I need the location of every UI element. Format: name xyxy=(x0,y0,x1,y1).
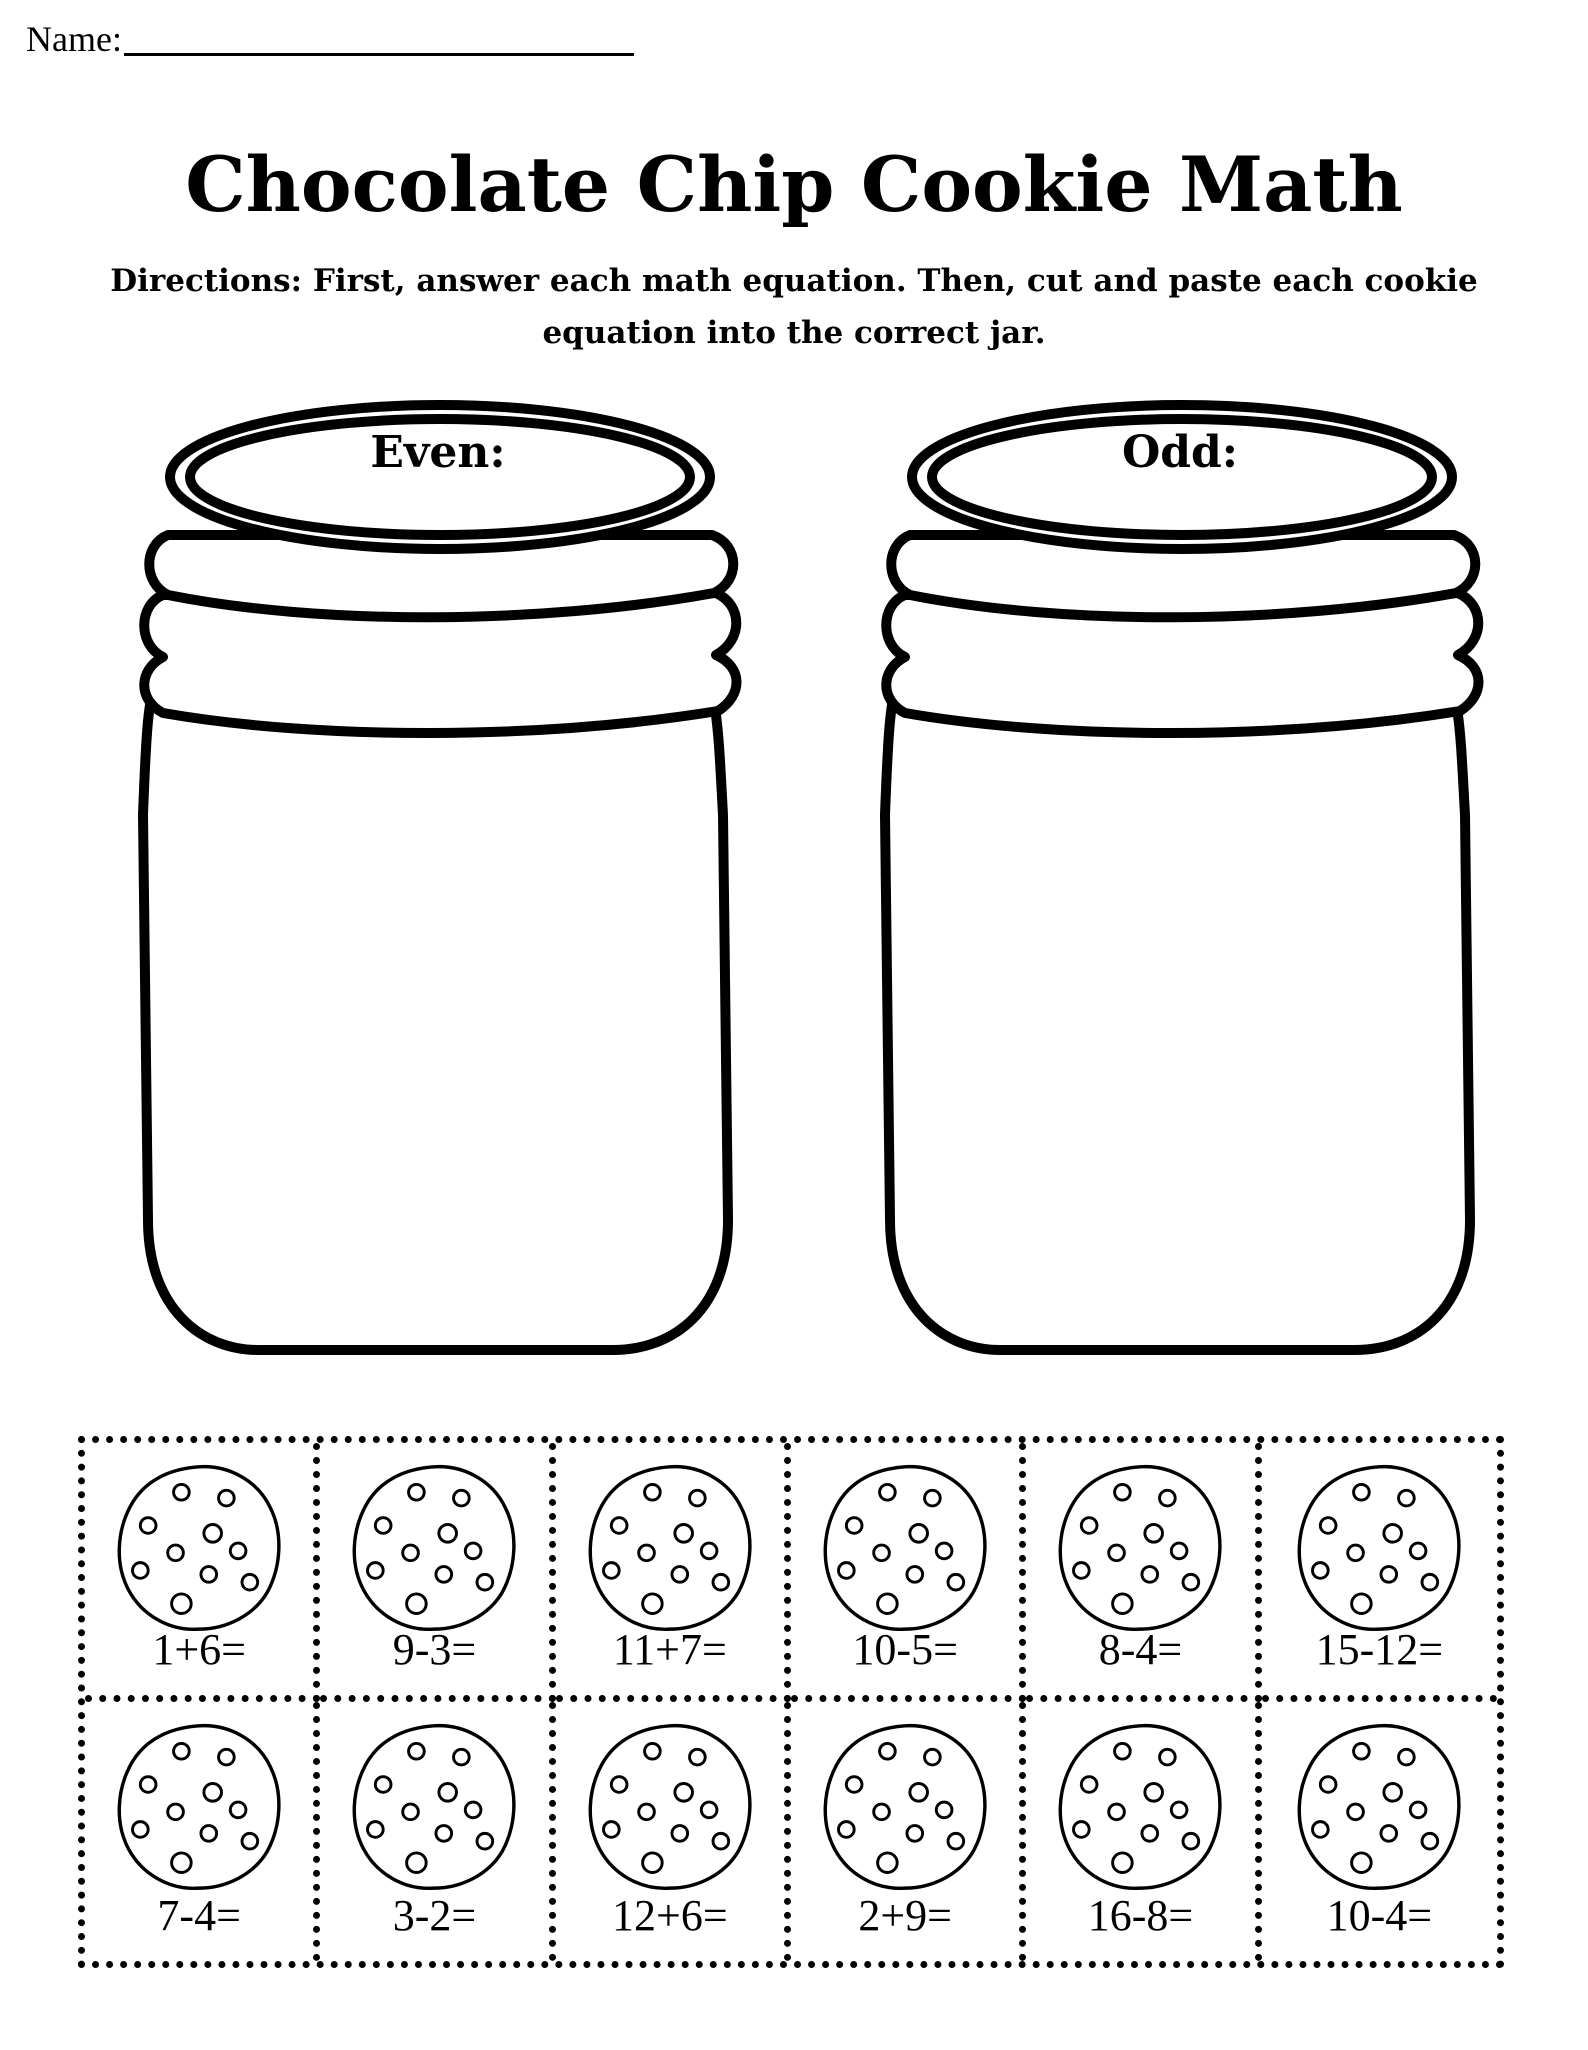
cookie-cutout-grid xyxy=(78,1436,1504,1968)
cookie-icon xyxy=(1052,1718,1228,1894)
cookie-card[interactable] xyxy=(1026,1443,1261,1702)
cookie-icon xyxy=(582,1459,758,1635)
cookie-equation: 7-4= xyxy=(157,1891,241,1940)
cookie-icon xyxy=(1291,1718,1467,1894)
cookie-equation: 2+9= xyxy=(858,1891,952,1940)
cookie-equation: 10-5= xyxy=(852,1625,958,1674)
name-field xyxy=(26,18,634,60)
cookie-icon xyxy=(1052,1459,1228,1635)
cookie-card[interactable] xyxy=(85,1443,320,1702)
cookie-card[interactable] xyxy=(556,1702,791,1961)
cookie-equation: 15-12= xyxy=(1315,1625,1444,1674)
cookie-image xyxy=(1291,1459,1467,1635)
jar-icon xyxy=(860,395,1500,1360)
cookie-icon xyxy=(817,1718,993,1894)
cookie-card[interactable] xyxy=(556,1443,791,1702)
cookie-icon xyxy=(346,1718,522,1894)
page-title: Chocolate Chip Cookie Math xyxy=(185,140,1403,229)
even-jar[interactable] xyxy=(118,395,758,1360)
cookie-card[interactable] xyxy=(1026,1702,1261,1961)
cookie-icon xyxy=(817,1459,993,1635)
directions-text: Directions: First, answer each math equation. Then, cut and paste each cookie equation into the correct jar. xyxy=(110,263,1478,351)
cookie-image xyxy=(817,1718,993,1894)
cookie-card[interactable] xyxy=(791,1443,1026,1702)
odd-jar-label: Odd: xyxy=(1121,427,1239,478)
cookie-equation: 9-3= xyxy=(392,1625,477,1674)
cookie-image xyxy=(817,1459,993,1635)
cookie-equation: 10-4= xyxy=(1326,1891,1433,1940)
cookie-card[interactable] xyxy=(1262,1702,1497,1961)
cookie-image xyxy=(346,1459,522,1635)
cookie-equation: 8-4= xyxy=(1098,1625,1183,1674)
name-blank-line[interactable] xyxy=(124,53,634,56)
cookie-equation: 3-2= xyxy=(392,1891,477,1940)
cookie-card[interactable] xyxy=(320,1702,555,1961)
cookie-card[interactable] xyxy=(791,1702,1026,1961)
even-jar-label: Even: xyxy=(370,427,506,478)
cookie-card[interactable] xyxy=(320,1443,555,1702)
cookie-icon xyxy=(111,1459,287,1635)
cookie-equation: 11+7= xyxy=(612,1625,727,1674)
cookie-icon xyxy=(346,1459,522,1635)
cookie-image xyxy=(582,1459,758,1635)
jar-icon xyxy=(118,395,758,1360)
cookie-icon xyxy=(111,1718,287,1894)
name-label: Name: xyxy=(26,19,122,59)
cookie-icon xyxy=(582,1718,758,1894)
cookie-equation: 12+6= xyxy=(612,1891,728,1940)
cookie-image xyxy=(1052,1459,1228,1635)
cookie-card[interactable] xyxy=(85,1702,320,1961)
cookie-card[interactable] xyxy=(1262,1443,1497,1702)
cookie-image xyxy=(1052,1718,1228,1894)
cookie-image xyxy=(111,1718,287,1894)
cookie-image xyxy=(111,1459,287,1635)
cookie-equation: 16-8= xyxy=(1087,1891,1194,1940)
cookie-equation: 1+6= xyxy=(152,1625,246,1674)
cookie-image xyxy=(582,1718,758,1894)
cookie-icon xyxy=(1291,1459,1467,1635)
cookie-image xyxy=(1291,1718,1467,1894)
cookie-image xyxy=(346,1718,522,1894)
odd-jar[interactable] xyxy=(860,395,1500,1360)
